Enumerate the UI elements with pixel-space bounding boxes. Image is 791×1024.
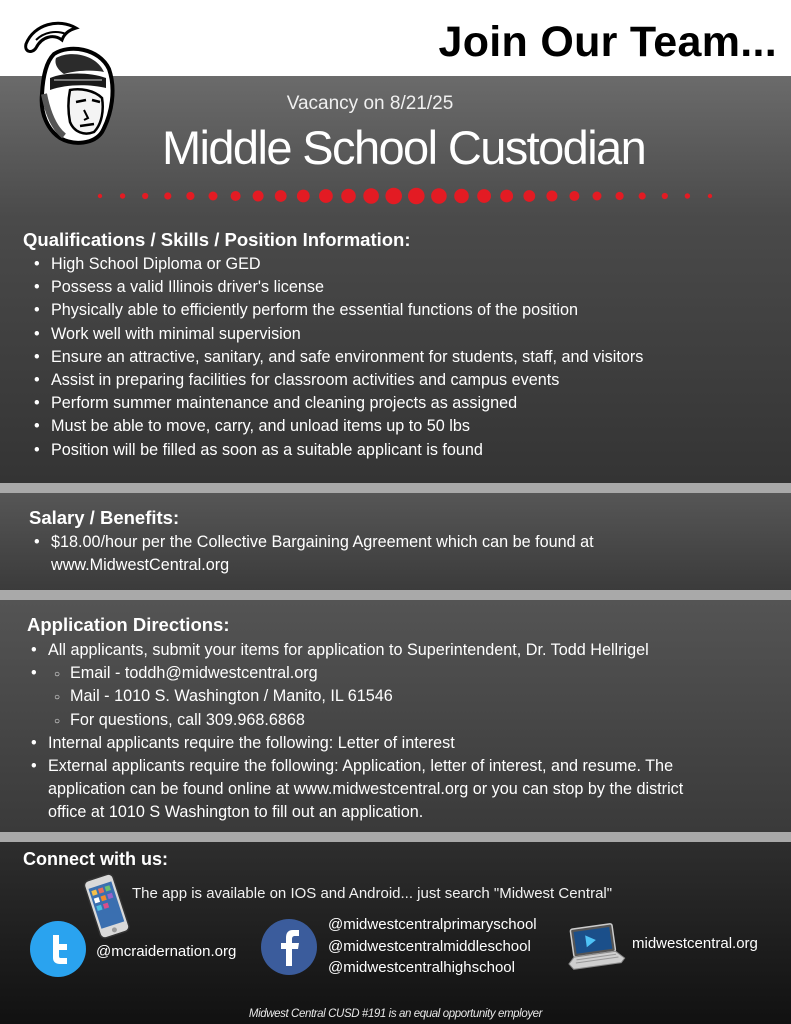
contact-sub-list bbox=[48, 662, 683, 732]
red-dot bbox=[454, 189, 469, 204]
list-item: • Ensure an attractive, sanitary, and safe environment for students, staff, and visitors bbox=[23, 346, 643, 369]
list-item: • Physically able to efficiently perform the essential functions of the position bbox=[23, 299, 643, 322]
red-dot bbox=[616, 192, 624, 200]
red-dot bbox=[231, 191, 241, 201]
sub-list-item: ○ Mail - 1010 S. Washington / Manito, IL 61546 bbox=[48, 685, 683, 708]
red-dot bbox=[431, 188, 447, 204]
application-list bbox=[20, 639, 683, 825]
list-item: • Position will be filled as soon as a suitable applicant is found bbox=[23, 439, 643, 462]
red-dot bbox=[569, 191, 579, 201]
red-dot bbox=[120, 193, 125, 198]
website-link[interactable]: midwestcentral.org bbox=[632, 935, 758, 952]
page-headline: Join Our Team... bbox=[438, 18, 777, 66]
red-dot bbox=[98, 194, 102, 198]
red-dot bbox=[477, 189, 491, 203]
connect-heading: Connect with us: bbox=[23, 849, 168, 869]
sub-list-container bbox=[20, 662, 683, 732]
red-dot bbox=[319, 189, 333, 203]
red-dot bbox=[408, 188, 425, 205]
section-divider bbox=[0, 590, 791, 600]
app-availability-text: The app is available on IOS and Android... just search "Midwest Central" bbox=[132, 885, 613, 902]
red-dot bbox=[639, 192, 646, 199]
qualifications-heading: Qualifications / Skills / Position Information: bbox=[23, 229, 411, 250]
qualifications-list bbox=[23, 253, 643, 462]
red-dot bbox=[385, 188, 402, 205]
position-title: Middle School Custodian bbox=[162, 121, 646, 174]
application-heading: Application Directions: bbox=[27, 614, 230, 635]
smartphone-icon bbox=[80, 872, 134, 942]
footer-disclaimer: Midwest Central CUSD #191 is an equal opportunity employer bbox=[248, 1008, 543, 1020]
list-item: • Internal applicants require the following: Letter of interest bbox=[20, 732, 683, 755]
sub-list-item: ○ • Email - toddh@midwestcentral.org bbox=[48, 662, 683, 685]
list-item: • Must be able to move, carry, and unload items up to 50 lbs bbox=[23, 415, 643, 438]
twitter-icon[interactable] bbox=[29, 920, 87, 978]
facebook-page-link[interactable]: @midwestcentralhighschool bbox=[328, 959, 515, 976]
section-divider bbox=[0, 483, 791, 493]
red-dot-divider bbox=[90, 178, 720, 214]
vacancy-date: Vacancy on 8/21/25 bbox=[286, 93, 454, 114]
red-dot bbox=[593, 192, 602, 201]
red-dot bbox=[341, 189, 356, 204]
red-dot bbox=[253, 191, 264, 202]
red-dot bbox=[685, 193, 690, 198]
facebook-pages bbox=[328, 914, 537, 979]
red-dot bbox=[523, 190, 535, 202]
red-dot bbox=[186, 192, 194, 200]
list-item: • Assist in preparing facilities for classroom activities and campus events bbox=[23, 369, 643, 392]
sub-list-item: ○ For questions, call 309.968.6868 bbox=[48, 709, 683, 732]
knight-helmet-icon bbox=[14, 14, 124, 149]
list-item: • Perform summer maintenance and cleaning projects as assigned bbox=[23, 392, 643, 415]
salary-heading: Salary / Benefits: bbox=[29, 507, 180, 528]
red-dot bbox=[209, 192, 218, 201]
red-dot bbox=[500, 190, 513, 203]
red-dot bbox=[142, 193, 148, 199]
red-dot bbox=[546, 191, 557, 202]
red-dot bbox=[275, 190, 287, 202]
red-dot bbox=[708, 194, 712, 198]
facebook-page-link[interactable]: @midwestcentralprimaryschool bbox=[328, 916, 537, 933]
list-item: • All applicants, submit your items for application to Superintendent, Dr. Todd Hellrigel bbox=[20, 639, 683, 662]
facebook-icon[interactable] bbox=[260, 918, 318, 976]
list-item: • $18.00/hour per the Collective Bargaining Agreement which can be found at www.MidwestCentral.org bbox=[23, 531, 594, 577]
red-dot bbox=[164, 192, 171, 199]
red-dot bbox=[297, 190, 310, 203]
red-dot bbox=[363, 188, 379, 204]
list-item: • Possess a valid Illinois driver's license bbox=[23, 276, 643, 299]
list-item: • External applicants require the following: Application, letter of interest, and resume. The application can be found online at www.midwestcentral.org or you can stop by the district office at 1010 S Washington to fill out an application. bbox=[20, 755, 683, 825]
red-dot bbox=[662, 193, 668, 199]
twitter-handle[interactable]: @mcraidernation.org bbox=[96, 943, 237, 960]
list-item: • High School Diploma or GED bbox=[23, 253, 643, 276]
laptop-icon bbox=[565, 920, 627, 976]
list-item: • Work well with minimal supervision bbox=[23, 323, 643, 346]
section-divider bbox=[0, 832, 791, 842]
facebook-page-link[interactable]: @midwestcentralmiddleschool bbox=[328, 937, 531, 955]
salary-list bbox=[23, 531, 594, 577]
